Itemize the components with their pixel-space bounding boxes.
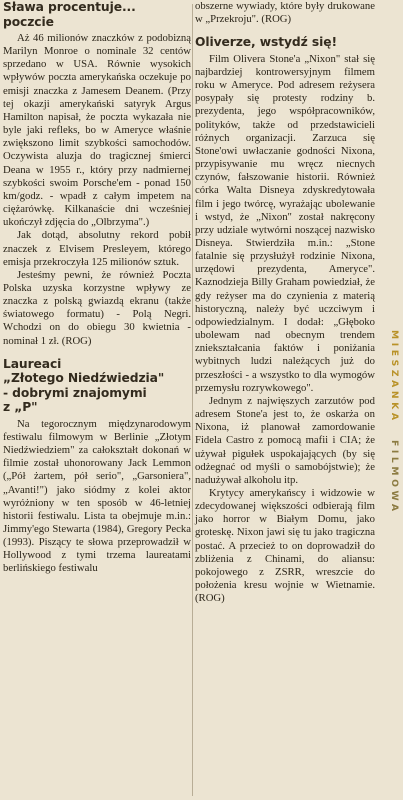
paragraph: Film Olivera Stone'a „Nixon" stał się najbardziej kontrowersyjnym filmem roku w Ameryce. Pod adresem reżysera posypały się protesty rodziny b. prezydenta, jego współpracowników, polityków, także od przedstawicieli różnych organizacji. Zarzuca się Stone'owi uwłaczanie godności Nixona, przypisywanie mu wręcz niecnych czynów, fałszowanie historii. Również córka Walta Disneya zdyskredytowała film i jego twórcę, wyrażając ubolewanie i wstyd, że „Nixon" został nakręcony przy udziale wytwórni noszącej nazwisko Disneya. Stwierdziła m.in.: „Stone fatalnie się przysłużył rodzinie Nixona, urzędowi prezydenta, Ameryce". Kaznodzieja Billy Graham powiedział, że gdy reżyser ma do czynienia z materią historyczną, należy być uczciwym i odpowiedzialnym. I dodał: „Głęboko ubolewam nad obecnym trendem zniekształcania faktów i poniżania wybitnych ludzi należących już do przeszłości - a wszystko to dla wymogów przemysłu rozrywkowego".	[195, 52, 375, 394]
paragraph: Krytycy amerykańscy i widzowie w zdecydowanej większości odbierają film jako horror w Białym Domu, jako groteskę. Nixon jawi się tu jako tragiczna postać. A przecież to on doprowadził do zbliżenia z Chinami, do aliansu: pokojowego z ZSRR, wreszcie do położenia kresu wojnie w Wietnamie. (ROG)	[195, 486, 375, 605]
article-title-golden-bear	[3, 357, 191, 415]
title-line: - dobrymi znajomymi	[3, 385, 147, 400]
sidebar-word: MIESZANKA	[389, 330, 400, 424]
paragraph: Jednym z najwięszych zarzutów pod adresem Stone'a jest to, że oskarża on Nixona, iż planował zamordowanie Fidela Castro z pomocą mafii i CIA; że używał pigułek uspokajających (by się odżegnać od myśli o samobójstwie); że nadużywał alkoholu itp.	[195, 394, 375, 486]
paragraph: Aż 46 milionów znaczków z podobizną Marilyn Monroe o nominale 32 centów sprzedano w USA. Równie wysokich wpływów poczta amerykańska oczekuje po emisji znaczka z Jamesem Deanem. (Przy tej okazji amerykański satyryk Argus Hamilton napisał, że poczta wykazała nie byle jaki refleks, bo w Ameryce właśnie zwiększono limit szybkości samochodów. Oczywista aluzja do tragicznej śmierci Deana w 1955 r., który przy nadmiernej szybkości swoim Porsche'em - ponad 150 km/godz. - wpadł z całym impetem na ciężarówkę. Kilkanaście dni wcześniej ukończył zdjęcia do „Olbrzyma".)	[3, 32, 191, 229]
paragraph-continuation: obszerne wywiady, które były drukowane w „Przekroju". (ROG)	[195, 0, 375, 26]
paragraph: Jak dotąd, absolutny rekord pobił znaczek z Elvisem Presleyem, którego emisja przekroczyła 125 milionów sztuk.	[3, 229, 191, 268]
paragraph: Jesteśmy pewni, że również Poczta Polska uzyska korzystne wpływy ze znaczka z polską gwiazdą ekranu (także światowego formatu) - Polą Negri. Wchodzi on do obiegu 30 kwietnia -nominał 1 zł. (ROG)	[3, 268, 191, 347]
paragraph: Na tegorocznym międzynarodowym festiwalu filmowym w Berlinie „Złotym Niedźwiedziem" za całokształt dokonań w filmie został uhonorowany Jack Lemmon („Pół żartem, pół serio", „Garsoniera", „Avanti!") jako siódmy z kolei aktor wyróżniony w ten sposób w 46-letniej historii festiwalu. Lista ta obejmuje m.in.: Jimmy'ego Stewarta (1984), Gregory Pecka (1993). Piszący te słowa przeprowadził w Hollywood z tymi trzema laureatami berlińskiego festiwalu	[3, 417, 191, 575]
title-line: poczcie	[3, 14, 54, 29]
section-sidebar-label	[384, 330, 400, 570]
article-title-stamps	[3, 0, 191, 29]
article-title-nixon: Oliverze, wstydź się!	[195, 35, 337, 50]
sidebar-word: FILMOWA	[389, 440, 400, 515]
left-column	[3, 0, 191, 800]
title-line: z „P"	[3, 400, 38, 415]
title-line: Laureaci	[3, 356, 62, 371]
title-line: Sława procentuje...	[3, 0, 136, 14]
right-column	[195, 0, 375, 800]
column-divider	[192, 4, 193, 796]
title-line: „Złotego Niedźwiedzia"	[3, 371, 165, 386]
